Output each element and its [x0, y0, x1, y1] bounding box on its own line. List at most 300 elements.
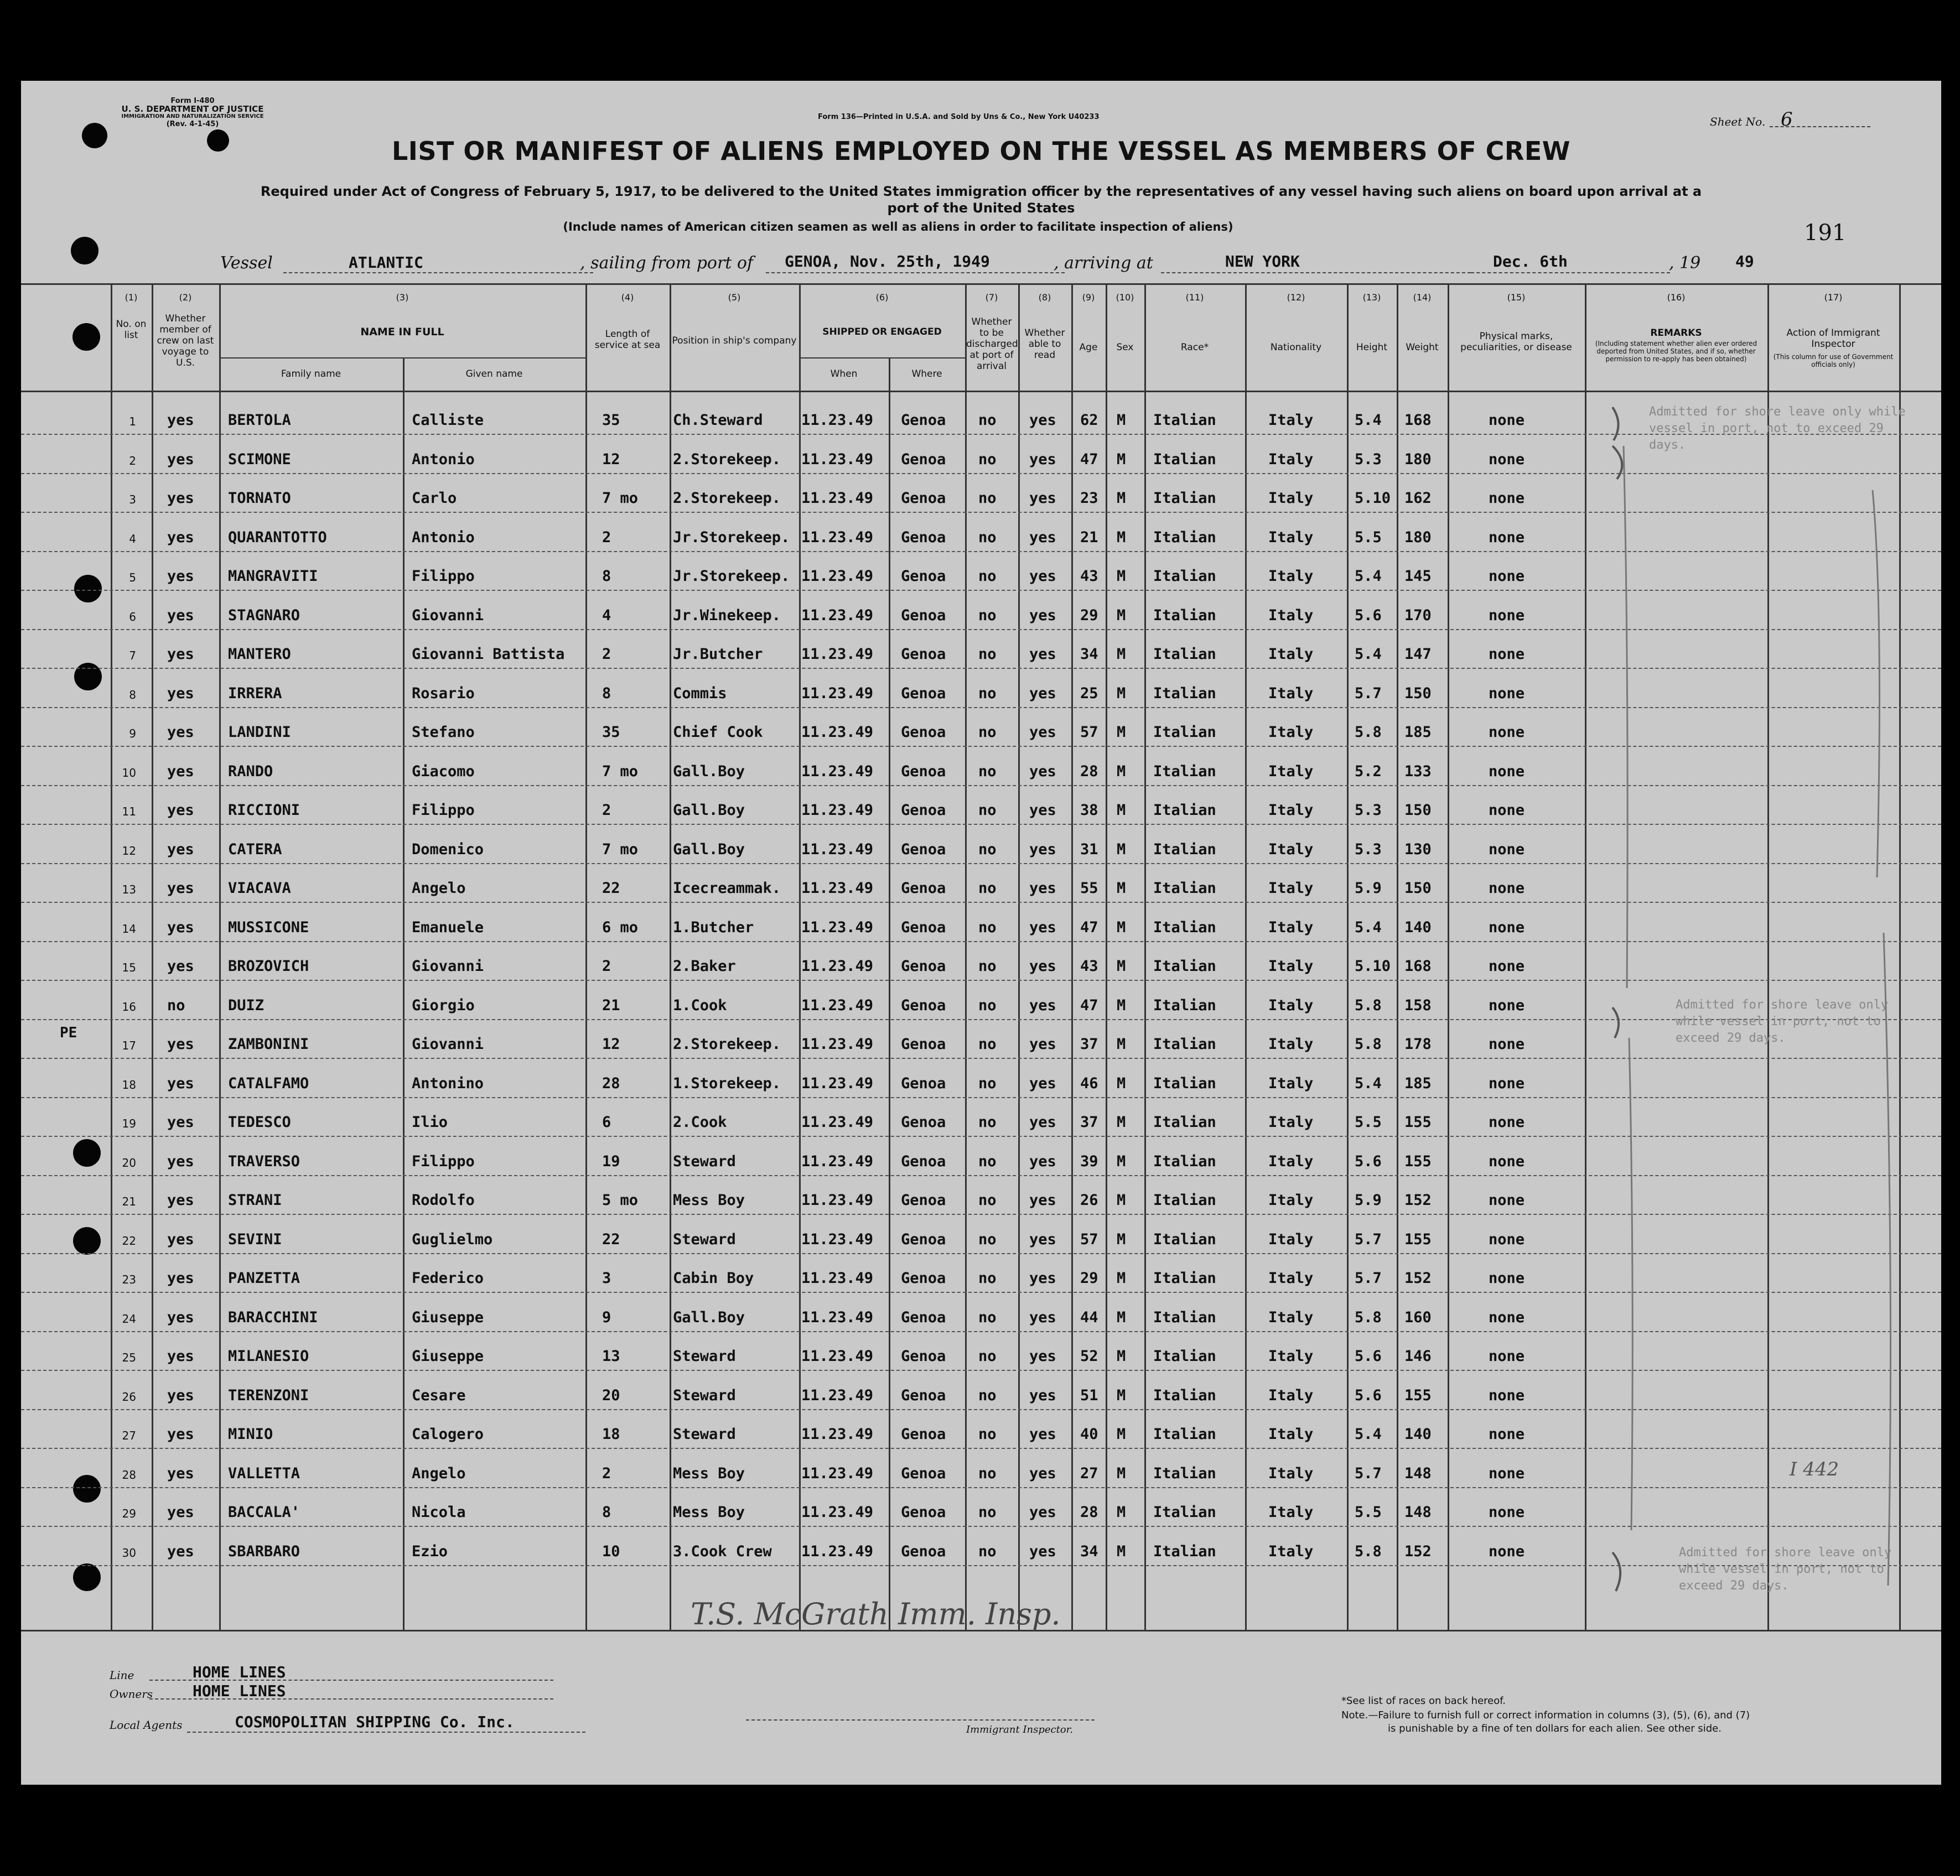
form-id-line: Form I-480: [170, 97, 215, 105]
cell-service: 10: [602, 1542, 620, 1560]
cell-where: Genoa: [901, 1114, 946, 1131]
cell-sex: M: [1117, 1152, 1126, 1170]
cell-discharged: no: [978, 606, 997, 624]
cell-race: Italian: [1153, 1192, 1216, 1209]
cell-when: 11.23.49: [801, 1426, 874, 1443]
cell-position: 2.Baker: [673, 958, 736, 975]
cell-nationality: Italy: [1268, 1426, 1314, 1443]
cell-discharged: no: [978, 568, 997, 585]
printer-line: Form 136—Printed in U.S.A. and Sold by Uns & Co., New York U40233: [818, 113, 1100, 121]
cell-nationality: Italy: [1268, 412, 1314, 429]
cell-service: 8: [602, 1504, 611, 1521]
cell-weight: 148: [1404, 1464, 1432, 1482]
owners-rule: [149, 1698, 553, 1700]
cell-when: 11.23.49: [801, 1386, 874, 1404]
cell-weight: 170: [1404, 606, 1432, 624]
cell-sex: M: [1117, 606, 1126, 624]
col-number: (4): [621, 292, 634, 303]
cell-family: BACCALA': [228, 1504, 300, 1521]
cell-nationality: Italy: [1268, 996, 1314, 1014]
row-number: 22: [122, 1234, 136, 1248]
cell-height: 5.3: [1355, 450, 1382, 468]
cell-weight: 168: [1404, 958, 1432, 975]
form-id-line: (Rev. 4-1-45): [166, 120, 219, 128]
cell-position: Gall.Boy: [673, 802, 745, 819]
cell-prev: yes: [167, 1036, 194, 1053]
cell-weight: 180: [1404, 450, 1432, 468]
cell-service: 5 mo: [602, 1192, 639, 1209]
cell-where: Genoa: [901, 1270, 946, 1287]
sailing-from: GENOA, Nov. 25th, 1949: [785, 252, 990, 271]
col-header: Height: [1356, 342, 1388, 353]
cell-position: Mess Boy: [673, 1192, 745, 1209]
cell-position: Mess Boy: [673, 1504, 745, 1521]
cell-height: 5.5: [1355, 1504, 1382, 1521]
col-header: NAME IN FULL: [360, 326, 444, 338]
cell-when: 11.23.49: [801, 450, 874, 468]
cell-discharged: no: [978, 1270, 997, 1287]
cell-read: yes: [1029, 996, 1056, 1014]
cell-sex: M: [1117, 996, 1126, 1014]
cell-height: 5.8: [1355, 1542, 1382, 1560]
col-header: Position in ship's company: [672, 335, 797, 346]
pencil-bracket: [1629, 1038, 1632, 1530]
cell-position: 2.Cook: [673, 1114, 727, 1131]
cell-sex: M: [1117, 724, 1126, 741]
cell-height: 5.5: [1355, 1114, 1382, 1131]
cell-prev: yes: [167, 1386, 194, 1404]
cell-race: Italian: [1153, 684, 1216, 702]
cell-when: 11.23.49: [801, 1308, 874, 1326]
cell-discharged: no: [978, 1152, 997, 1170]
cell-height: 5.2: [1355, 762, 1382, 780]
cell-race: Italian: [1153, 1152, 1216, 1170]
cell-given: Calogero: [412, 1426, 484, 1443]
cell-read: yes: [1029, 646, 1056, 663]
cell-position: 1.Cook: [673, 996, 727, 1014]
sheet-number: 6: [1781, 108, 1793, 131]
cell-where: Genoa: [901, 840, 946, 858]
cell-where: Genoa: [901, 1426, 946, 1443]
cell-service: 22: [602, 1230, 620, 1248]
cell-family: MILANESIO: [228, 1348, 309, 1365]
cell-prev: yes: [167, 568, 194, 585]
cell-where: Genoa: [901, 1348, 946, 1365]
col-header: Whether member of crew on last voyage to U.S.: [157, 313, 214, 368]
cell-service: 2: [602, 646, 611, 663]
cell-given: Stefano: [412, 724, 475, 741]
cell-discharged: no: [978, 1192, 997, 1209]
row-number: 26: [122, 1390, 136, 1404]
cell-when: 11.23.49: [801, 724, 874, 741]
name-sub-divider: [219, 357, 585, 358]
cell-marks: none: [1489, 568, 1525, 585]
row-number: 24: [122, 1312, 136, 1326]
cell-read: yes: [1029, 958, 1056, 975]
cell-family: CATERA: [228, 840, 282, 858]
cell-weight: 140: [1404, 1426, 1432, 1443]
cell-height: 5.8: [1355, 1036, 1382, 1053]
row-number: 9: [129, 727, 136, 740]
action-note: I 442: [1790, 1458, 1839, 1480]
cell-weight: 133: [1404, 762, 1432, 780]
cell-height: 5.4: [1355, 918, 1382, 936]
cell-sex: M: [1117, 1386, 1126, 1404]
cell-height: 5.4: [1355, 1426, 1382, 1443]
cell-position: 2.Storekeep.: [673, 490, 781, 507]
inspector-rule: [746, 1719, 1095, 1721]
cell-sex: M: [1117, 840, 1126, 858]
cell-family: MANTERO: [228, 646, 291, 663]
pencil-bracket: [1873, 490, 1880, 877]
cell-race: Italian: [1153, 958, 1216, 975]
col-subheader: Given name: [465, 368, 523, 380]
cell-family: RICCIONI: [228, 802, 300, 819]
cell-discharged: no: [978, 1308, 997, 1326]
vessel-line: [283, 272, 593, 273]
line-rule: [149, 1680, 553, 1681]
cell-where: Genoa: [901, 450, 946, 468]
cell-where: Genoa: [901, 1230, 946, 1248]
cell-height: 5.4: [1355, 1074, 1382, 1092]
cell-marks: none: [1489, 528, 1525, 546]
col-number: (8): [1038, 292, 1051, 303]
cell-sex: M: [1117, 1504, 1126, 1521]
cell-service: 28: [602, 1074, 620, 1092]
cell-height: 5.3: [1355, 840, 1382, 858]
row-number: 14: [122, 922, 136, 936]
cell-where: Genoa: [901, 880, 946, 897]
cell-read: yes: [1029, 802, 1056, 819]
cell-service: 35: [602, 724, 620, 741]
col-header: Whether able to read: [1024, 328, 1065, 361]
row-number: 3: [129, 493, 136, 506]
cell-nationality: Italy: [1268, 450, 1314, 468]
cell-race: Italian: [1153, 1426, 1216, 1443]
cell-weight: 145: [1404, 568, 1432, 585]
cell-sex: M: [1117, 1036, 1126, 1053]
cell-when: 11.23.49: [801, 1230, 874, 1248]
cell-height: 5.4: [1355, 568, 1382, 585]
col-header-note: (Including statement whether alien ever ordered deported from United States, and if so, whether permission to re-apply has been obtained): [1595, 340, 1757, 363]
cell-prev: yes: [167, 412, 194, 429]
note-races: *See list of races on back hereof.: [1341, 1695, 1506, 1707]
cell-service: 9: [602, 1308, 611, 1326]
cell-weight: 168: [1404, 412, 1432, 429]
col-number: (9): [1082, 292, 1095, 303]
cell-service: 7 mo: [602, 840, 639, 858]
cell-given: Cesare: [412, 1386, 466, 1404]
cell-family: BROZOVICH: [228, 958, 309, 975]
cell-given: Ilio: [412, 1114, 448, 1131]
cell-marks: none: [1489, 1230, 1525, 1248]
cell-family: SCIMONE: [228, 450, 291, 468]
cell-race: Italian: [1153, 802, 1216, 819]
cell-height: 5.8: [1355, 996, 1382, 1014]
cell-sex: M: [1117, 490, 1126, 507]
cell-nationality: Italy: [1268, 1504, 1314, 1521]
cell-marks: none: [1489, 1074, 1525, 1092]
cell-sex: M: [1117, 684, 1126, 702]
cell-marks: none: [1489, 646, 1525, 663]
line-value: HOME LINES: [193, 1663, 286, 1681]
cell-nationality: Italy: [1268, 840, 1314, 858]
cell-sex: M: [1117, 1464, 1126, 1482]
cell-when: 11.23.49: [801, 1504, 874, 1521]
cell-given: Calliste: [412, 412, 484, 429]
row-number: 12: [122, 844, 136, 858]
cell-service: 21: [602, 996, 620, 1014]
cell-read: yes: [1029, 412, 1056, 429]
sheet-number-line: [1770, 126, 1870, 127]
cell-read: yes: [1029, 568, 1056, 585]
cell-read: yes: [1029, 684, 1056, 702]
cell-weight: 150: [1404, 684, 1432, 702]
row-number: 25: [122, 1351, 136, 1364]
cell-race: Italian: [1153, 1542, 1216, 1560]
cell-weight: 147: [1404, 646, 1432, 663]
cell-nationality: Italy: [1268, 1192, 1314, 1209]
cell-marks: none: [1489, 490, 1525, 507]
cell-weight: 155: [1404, 1152, 1432, 1170]
cell-marks: none: [1489, 1308, 1525, 1326]
cell-nationality: Italy: [1268, 1348, 1314, 1365]
cell-height: 5.5: [1355, 528, 1382, 546]
cell-race: Italian: [1153, 996, 1216, 1014]
cell-read: yes: [1029, 1036, 1056, 1053]
punch-hole: [71, 237, 98, 264]
cell-when: 11.23.49: [801, 1114, 874, 1131]
sailing-line: [766, 272, 1065, 273]
cell-age: 34: [1080, 646, 1098, 663]
cell-race: Italian: [1153, 490, 1216, 507]
row-number: 5: [129, 571, 136, 584]
cell-read: yes: [1029, 1464, 1056, 1482]
cell-height: 5.3: [1355, 802, 1382, 819]
cell-sex: M: [1117, 1308, 1126, 1326]
cell-age: 52: [1080, 1348, 1098, 1365]
row-number: 28: [122, 1468, 136, 1482]
cell-read: yes: [1029, 1542, 1056, 1560]
cell-weight: 152: [1404, 1270, 1432, 1287]
cell-age: 37: [1080, 1036, 1098, 1053]
cell-nationality: Italy: [1268, 528, 1314, 546]
cell-sex: M: [1117, 802, 1126, 819]
cell-marks: none: [1489, 1386, 1525, 1404]
cell-age: 29: [1080, 1270, 1098, 1287]
cell-position: Chief Cook: [673, 724, 763, 741]
cell-where: Genoa: [901, 490, 946, 507]
cell-where: Genoa: [901, 1074, 946, 1092]
cell-position: Jr.Butcher: [673, 646, 763, 663]
cell-family: MINIO: [228, 1426, 273, 1443]
arriving-label: , arriving at: [1054, 253, 1153, 273]
cell-read: yes: [1029, 880, 1056, 897]
cell-when: 11.23.49: [801, 1464, 874, 1482]
col-header: Length of service at sea: [594, 329, 661, 351]
subtitle: Required under Act of Congress of February 5, 1917, to be delivered to the United States immigration officer by the representatives of any vessel having such aliens on board upon arrival at a: [260, 184, 1702, 199]
cell-age: 27: [1080, 1464, 1098, 1482]
cell-nationality: Italy: [1268, 724, 1314, 741]
cell-given: Federico: [412, 1270, 484, 1287]
cell-weight: 180: [1404, 528, 1432, 546]
cell-weight: 162: [1404, 490, 1432, 507]
cell-family: TORNATO: [228, 490, 291, 507]
cell-when: 11.23.49: [801, 802, 874, 819]
row-number: 27: [122, 1429, 136, 1442]
cell-race: Italian: [1153, 1348, 1216, 1365]
cell-marks: none: [1489, 840, 1525, 858]
cell-height: 5.7: [1355, 684, 1382, 702]
cell-nationality: Italy: [1268, 880, 1314, 897]
cell-weight: 148: [1404, 1504, 1432, 1521]
cell-marks: none: [1489, 918, 1525, 936]
cell-age: 28: [1080, 1504, 1098, 1521]
cell-discharged: no: [978, 450, 997, 468]
cell-discharged: no: [978, 1036, 997, 1053]
cell-read: yes: [1029, 490, 1056, 507]
cell-height: 5.6: [1355, 1152, 1382, 1170]
cell-discharged: no: [978, 1386, 997, 1404]
cell-nationality: Italy: [1268, 568, 1314, 585]
cell-position: Steward: [673, 1386, 736, 1404]
cell-prev: yes: [167, 1308, 194, 1326]
cell-when: 11.23.49: [801, 840, 874, 858]
cell-read: yes: [1029, 918, 1056, 936]
pencil-check: [1612, 407, 1622, 479]
cell-position: 1.Butcher: [673, 918, 754, 936]
cell-age: 51: [1080, 1386, 1098, 1404]
cell-when: 11.23.49: [801, 1270, 874, 1287]
cell-age: 46: [1080, 1074, 1098, 1092]
cell-where: Genoa: [901, 684, 946, 702]
cell-race: Italian: [1153, 880, 1216, 897]
cell-marks: none: [1489, 1542, 1525, 1560]
cell-when: 11.23.49: [801, 528, 874, 546]
cell-position: Steward: [673, 1230, 736, 1248]
cell-race: Italian: [1153, 1308, 1216, 1326]
col-number: (16): [1667, 292, 1686, 303]
cell-nationality: Italy: [1268, 1114, 1314, 1131]
cell-height: 5.4: [1355, 412, 1382, 429]
cell-given: Domenico: [412, 840, 484, 858]
subtitle-note: (Include names of American citizen seamen as well as aliens in order to facilitate inspection of aliens): [563, 220, 1233, 233]
cell-height: 5.8: [1355, 1308, 1382, 1326]
cell-where: Genoa: [901, 724, 946, 741]
cell-given: Giovanni Battista: [412, 646, 565, 663]
col-number: (2): [179, 292, 192, 303]
col-header: REMARKS: [1650, 328, 1702, 339]
row-number: 2: [129, 454, 136, 467]
cell-position: Icecreammak.: [673, 880, 781, 897]
cell-given: Giovanni: [412, 1036, 484, 1053]
cell-discharged: no: [978, 1114, 997, 1131]
cell-nationality: Italy: [1268, 684, 1314, 702]
cell-read: yes: [1029, 1426, 1056, 1443]
cell-family: STRANI: [228, 1192, 282, 1209]
cell-race: Italian: [1153, 762, 1216, 780]
col-number: (11): [1185, 292, 1204, 303]
cell-prev: no: [167, 996, 185, 1014]
cell-weight: 152: [1404, 1542, 1432, 1560]
cell-sex: M: [1117, 1270, 1126, 1287]
cell-read: yes: [1029, 1114, 1056, 1131]
cell-given: Giorgio: [412, 996, 475, 1014]
cell-sex: M: [1117, 528, 1126, 546]
cell-prev: yes: [167, 958, 194, 975]
col-header: Weight: [1406, 342, 1439, 353]
col-number: (13): [1362, 292, 1381, 303]
cell-discharged: no: [978, 684, 997, 702]
form-id-line: IMMIGRATION AND NATURALIZATION SERVICE: [121, 113, 264, 119]
cell-given: Giovanni: [412, 606, 484, 624]
cell-family: QUARANTOTTO: [228, 528, 327, 546]
cell-marks: none: [1489, 1504, 1525, 1521]
cell-where: Genoa: [901, 1152, 946, 1170]
cell-read: yes: [1029, 528, 1056, 546]
manifest-sheet: [21, 81, 1941, 1785]
cell-marks: none: [1489, 762, 1525, 780]
cell-service: 3: [602, 1270, 611, 1287]
cell-read: yes: [1029, 1270, 1056, 1287]
pencil-check: [1612, 1552, 1620, 1591]
cell-family: VIACAVA: [228, 880, 291, 897]
col-header: Race*: [1180, 342, 1209, 353]
row-number: 19: [122, 1117, 136, 1130]
cell-service: 2: [602, 958, 611, 975]
col-subheader: When: [830, 368, 858, 380]
row-number: 18: [122, 1078, 136, 1092]
cell-weight: 158: [1404, 996, 1432, 1014]
cell-age: 28: [1080, 762, 1098, 780]
cell-given: Giuseppe: [412, 1308, 484, 1326]
cell-sex: M: [1117, 412, 1126, 429]
cell-when: 11.23.49: [801, 1542, 874, 1560]
cell-prev: yes: [167, 1504, 194, 1521]
row-number: 13: [122, 883, 136, 896]
note-fine-2: is punishable by a fine of ten dollars for each alien. See other side.: [1388, 1723, 1722, 1734]
cell-prev: yes: [167, 840, 194, 858]
cell-position: Mess Boy: [673, 1464, 745, 1482]
cell-nationality: Italy: [1268, 1464, 1314, 1482]
cell-age: 26: [1080, 1192, 1098, 1209]
cell-race: Italian: [1153, 1074, 1216, 1092]
cell-nationality: Italy: [1268, 958, 1314, 975]
cell-given: Antonio: [412, 450, 475, 468]
page-title: LIST OR MANIFEST OF ALIENS EMPLOYED ON THE VESSEL AS MEMBERS OF CREW: [391, 136, 1570, 166]
cell-marks: none: [1489, 1426, 1525, 1443]
cell-service: 6: [602, 1114, 611, 1131]
cell-marks: none: [1489, 1036, 1525, 1053]
cell-family: BARACCHINI: [228, 1308, 318, 1326]
cell-family: TEDESCO: [228, 1114, 291, 1131]
cell-weight: 150: [1404, 802, 1432, 819]
cell-age: 40: [1080, 1426, 1098, 1443]
cell-where: Genoa: [901, 1036, 946, 1053]
cell-discharged: no: [978, 762, 997, 780]
cell-when: 11.23.49: [801, 918, 874, 936]
cell-given: Filippo: [412, 1152, 475, 1170]
stamp-number: 191: [1804, 220, 1847, 246]
cell-position: Steward: [673, 1152, 736, 1170]
cell-service: 12: [602, 1036, 620, 1053]
cell-sex: M: [1117, 646, 1126, 663]
cell-given: Guglielmo: [412, 1230, 493, 1248]
cell-family: CATALFAMO: [228, 1074, 309, 1092]
cell-read: yes: [1029, 762, 1056, 780]
cell-discharged: no: [978, 1542, 997, 1560]
cell-read: yes: [1029, 724, 1056, 741]
